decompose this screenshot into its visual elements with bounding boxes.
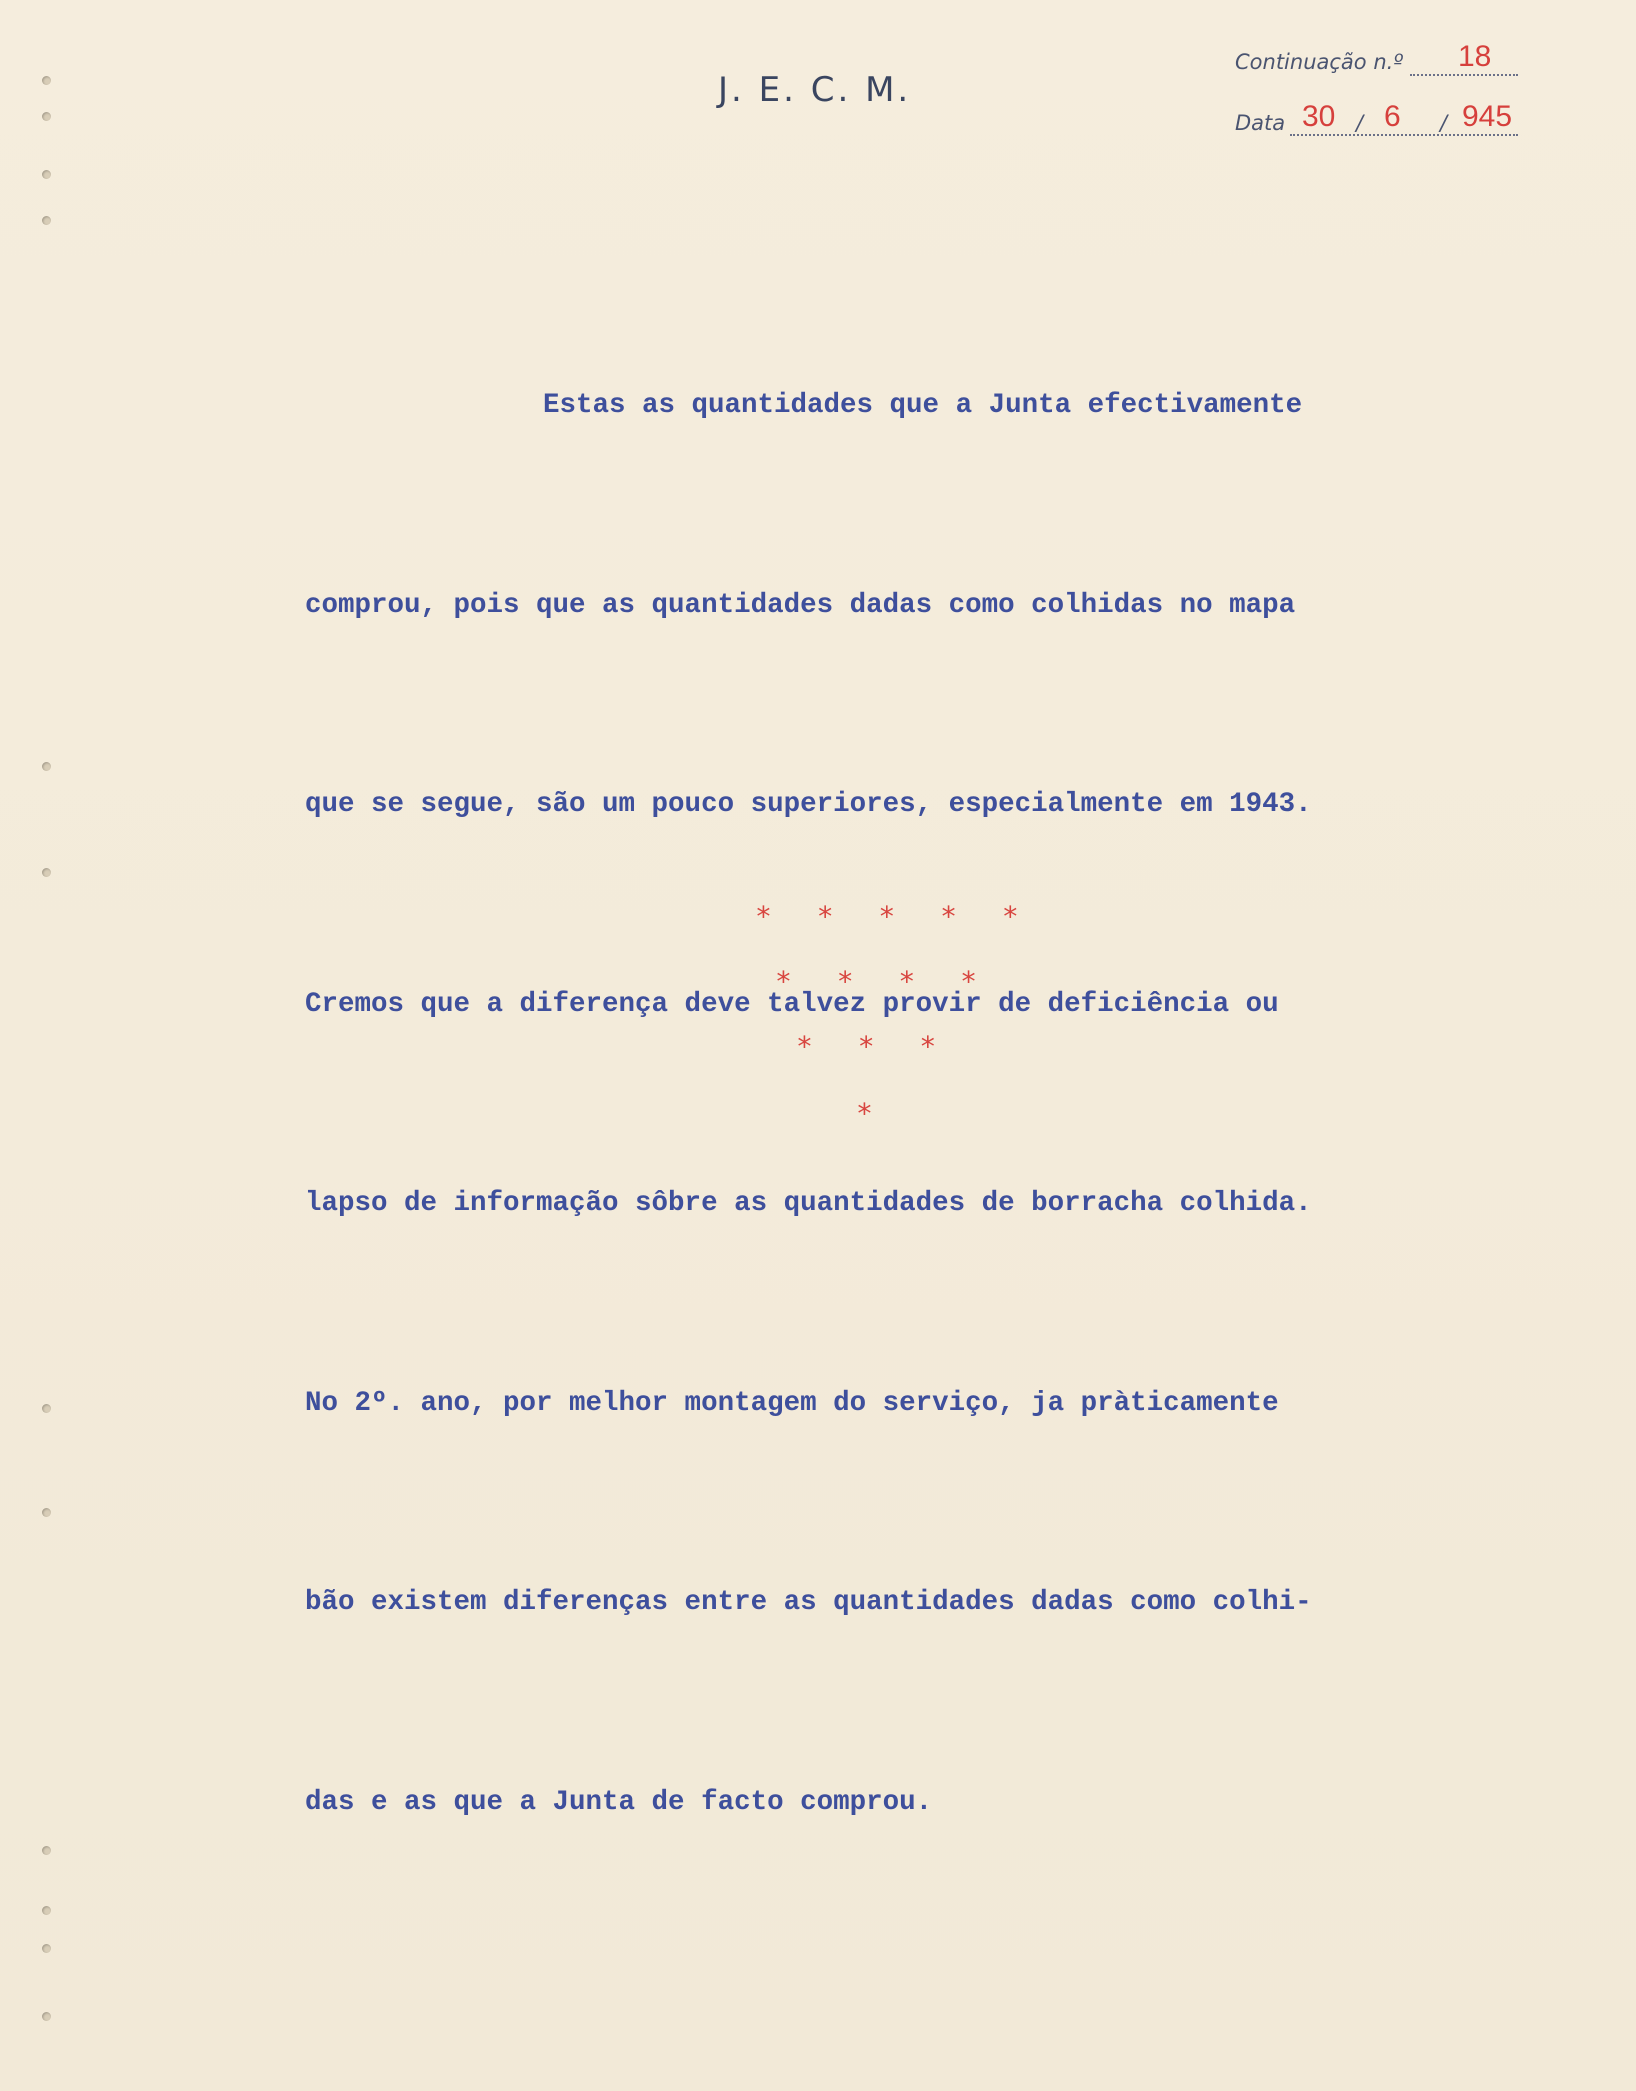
date-year: 945 xyxy=(1462,100,1513,133)
ornament-row: * xyxy=(856,1097,873,1130)
punch-hole xyxy=(42,762,51,771)
body-line: das e as que a Junta de facto comprou. xyxy=(305,1786,933,1818)
body-line: comprou, pois que as quantidades dadas como colhidas no mapa xyxy=(305,589,1296,621)
body-line: No 2º. ano, por melhor montagem do serviço, ja pràticamente xyxy=(305,1387,1279,1419)
date-month: 6 xyxy=(1384,100,1401,133)
date-label: Data xyxy=(1235,111,1286,135)
punch-hole xyxy=(42,170,51,179)
punch-hole xyxy=(42,1846,51,1855)
punch-hole xyxy=(42,868,51,877)
body-line: Estas as quantidades que a Junta efectivamente xyxy=(543,390,1303,421)
body-line: Cremos que a diferença deve talvez provir de deficiência ou xyxy=(305,988,1279,1020)
punch-hole xyxy=(42,76,51,85)
punch-hole xyxy=(42,1508,51,1517)
punch-hole xyxy=(42,2012,51,2021)
body-line: que se segue, são um pouco superiores, especialmente em 1943. xyxy=(305,789,1312,820)
date-dots xyxy=(1290,134,1518,136)
body-paragraph xyxy=(305,240,1535,1969)
continuation-number: 18 xyxy=(1458,40,1492,73)
date-day: 30 xyxy=(1302,100,1336,133)
letterhead-title: J. E. C. M. xyxy=(718,70,912,110)
ornament-row: * * * * xyxy=(775,965,992,998)
punch-hole xyxy=(42,112,51,121)
ornament-row: * * * xyxy=(796,1030,951,1063)
continuation-label: Continuação n.º xyxy=(1235,50,1404,74)
body-line: bão existem diferenças entre as quantidades dadas como colhi- xyxy=(305,1587,1312,1618)
punch-hole xyxy=(42,1404,51,1413)
ornament-row: * * * * * xyxy=(755,900,1033,933)
body-line: lapso de informação sôbre as quantidades de borracha colhida. xyxy=(305,1188,1312,1219)
date-separator: / xyxy=(1356,111,1364,135)
punch-hole xyxy=(42,1944,51,1953)
continuation-dots xyxy=(1410,74,1518,76)
date-separator: / xyxy=(1440,111,1448,135)
punch-hole xyxy=(42,1906,51,1915)
punch-hole xyxy=(42,216,51,225)
